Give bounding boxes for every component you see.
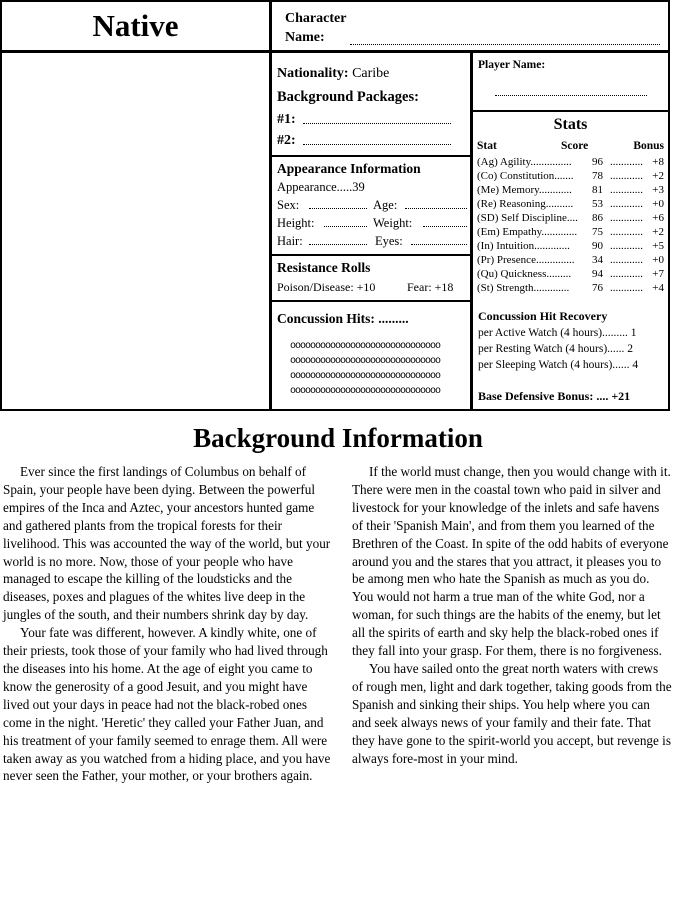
- stats-title: Stats: [553, 116, 588, 133]
- stat-name: (Em) Empathy.............: [477, 226, 578, 238]
- age-field[interactable]: [405, 208, 467, 209]
- divider: [272, 300, 470, 302]
- background-right-column: [352, 463, 672, 767]
- stat-row: [477, 254, 664, 268]
- background-paragraph: If the world must change, then you would change with it. There were men in the coastal town who paid in silver and livestock for your knowledge of the inlets and safe havens of their 'Spanish Main', and from them you learned of the Brethren of the Coast. In spite of the odd habits of everyone around you and the stares that you attract, it pleases you to be among men who hate the Spanish as much as you do. You would not harm a true man of the white God, nor a woman, for such things are the habits of the enemy, but let all the spirits of earth and sky help the black-robed ones if they fall into your grasp. For them, there is no forgiveness.: [352, 464, 671, 659]
- dot-leader: ............: [610, 282, 643, 294]
- recovery-resting: per Resting Watch (4 hours)...... 2: [478, 343, 634, 355]
- stat-name: (Qu) Quickness.........: [477, 268, 572, 280]
- info-column: [270, 51, 472, 411]
- divider: [473, 110, 668, 112]
- stat-name: (Pr) Presence..............: [477, 254, 575, 266]
- stat-name: (Co) Constitution.......: [477, 170, 574, 182]
- score-header: Score: [561, 140, 589, 152]
- stat-row: [477, 282, 664, 296]
- page-title: Native: [92, 8, 179, 43]
- stat-name: (St) Strength.............: [477, 282, 570, 294]
- character-label: Character: [285, 11, 347, 26]
- eyes-label: Eyes:: [375, 234, 403, 248]
- stat-score: 81: [592, 184, 603, 196]
- divider: [272, 254, 470, 256]
- height-label: Height:: [277, 216, 315, 230]
- character-name-field[interactable]: [350, 32, 660, 45]
- stat-score: 75: [592, 226, 603, 238]
- sex-field[interactable]: [309, 208, 367, 209]
- stat-bonus: +0: [652, 198, 664, 210]
- character-name-box: [270, 0, 670, 52]
- name-label: Name:: [285, 30, 325, 45]
- dot-leader: ............: [610, 170, 643, 182]
- nationality-label: Nationality:: [277, 66, 349, 81]
- stat-row: [477, 268, 664, 282]
- stat-bonus: +6: [652, 212, 664, 224]
- hair-field[interactable]: [309, 244, 367, 245]
- stat-row: [477, 156, 664, 170]
- stat-score: 86: [592, 212, 603, 224]
- stat-name: (In) Intuition.............: [477, 240, 570, 252]
- stat-score: 94: [592, 268, 603, 280]
- stat-row: [477, 226, 664, 240]
- stat-bonus: +0: [652, 254, 664, 266]
- nationality-value: Caribe: [352, 66, 390, 81]
- concussion-hits-title: Concussion Hits: .........: [277, 311, 409, 326]
- hit-boxes-row[interactable]: oooooooooooooooooooooooooooooo: [290, 341, 441, 352]
- portrait-area: [0, 51, 271, 411]
- player-name-field[interactable]: [495, 95, 647, 96]
- package-2-label: #2:: [277, 133, 296, 148]
- stat-bonus: +4: [652, 282, 664, 294]
- hit-boxes-row[interactable]: oooooooooooooooooooooooooooooo: [290, 356, 441, 367]
- stat-row: [477, 198, 664, 212]
- background-paragraph: Ever since the first landings of Columbus on behalf of Spain, your people have been dying. Between the powerful empires of the Inca and Aztec, your ancestors hunted game and gathered plants from the tropical forests for their livelihood. This was accounted the way of the world, but your world is no more. Now, those of your people who have managed to escape the killing of the loudsticks and the diseases, poxes and plagues of the whites live deep in the jungles of the south, and their numbers shrink day by day.: [3, 464, 331, 623]
- dot-leader: ............: [610, 212, 643, 224]
- stat-name: (Ag) Agility...............: [477, 156, 572, 168]
- stat-name: (SD) Self Discipline....: [477, 212, 578, 224]
- dot-leader: ............: [610, 268, 643, 280]
- stats-column: [471, 51, 670, 411]
- recovery-sleeping: per Sleeping Watch (4 hours)...... 4: [478, 359, 639, 371]
- stat-row: [477, 240, 664, 254]
- stat-score: 76: [592, 282, 603, 294]
- stat-bonus: +2: [652, 226, 664, 238]
- stat-bonus: +2: [652, 170, 664, 182]
- stat-bonus: +7: [652, 268, 664, 280]
- fear-value: Fear: +18: [407, 280, 454, 294]
- background-paragraph: Your fate was different, however. A kindly white, one of their priests, took those of your family who had lived through the diseases into his home. At the age of eight you came to know the generosity of a good Jesuit, and you might have lived out your days in peace had not the black-robed ones come in the night. 'Heretic' they called your Father Juan, and his treatment of your family seemed to enrage them. All were taken away as you watched from a hiding place, and you have never seen the Father, your mother, or your brothers again.: [3, 625, 331, 784]
- dot-leader: ............: [610, 198, 643, 210]
- stat-score: 53: [592, 198, 603, 210]
- dot-leader: ............: [610, 156, 643, 168]
- stat-score: 90: [592, 240, 603, 252]
- stat-bonus: +5: [652, 240, 664, 252]
- dot-leader: ............: [610, 254, 643, 266]
- appearance-title: Appearance Information: [277, 161, 421, 176]
- stat-row: [477, 212, 664, 226]
- background-heading: Background Information: [193, 423, 483, 453]
- stat-row: [477, 184, 664, 198]
- background-packages-label: Background Packages:: [277, 89, 419, 105]
- stat-score: 78: [592, 170, 603, 182]
- resistance-title: Resistance Rolls: [277, 260, 371, 275]
- stat-name: (Me) Memory............: [477, 184, 572, 196]
- title-box: [0, 0, 271, 52]
- recovery-active: per Active Watch (4 hours)......... 1: [478, 327, 637, 339]
- package-1-field[interactable]: [303, 123, 451, 124]
- player-name-label: Player Name:: [478, 59, 546, 71]
- age-label: Age:: [373, 198, 398, 212]
- stat-header: Stat: [477, 140, 497, 152]
- hair-label: Hair:: [277, 234, 303, 248]
- stat-score: 96: [592, 156, 603, 168]
- package-1-label: #1:: [277, 112, 296, 127]
- divider: [272, 155, 470, 157]
- background-paragraph: You have sailed onto the great north waters with crews of rough men, light and dark together, taking goods from the Spanish and sinking their ships. You help where you can and seek always news of your family and their fate. That they have gone to the spirit-world you accept, but revenge is always fore-most in your mind.: [352, 660, 672, 766]
- base-defensive-bonus: Base Defensive Bonus: .... +21: [478, 389, 631, 403]
- hit-boxes-row[interactable]: oooooooooooooooooooooooooooooo: [290, 386, 441, 397]
- stat-row: [477, 170, 664, 184]
- dot-leader: ............: [610, 240, 643, 252]
- stat-score: 34: [592, 254, 603, 266]
- weight-field[interactable]: [423, 226, 467, 227]
- height-field[interactable]: [324, 226, 367, 227]
- dot-leader: ............: [610, 184, 643, 196]
- stat-name: (Re) Reasoning..........: [477, 198, 574, 210]
- appearance-value: Appearance.....39: [277, 180, 365, 194]
- sex-label: Sex:: [277, 198, 300, 212]
- stat-bonus: +8: [652, 156, 664, 168]
- dot-leader: ............: [610, 226, 643, 238]
- stat-bonus: +3: [652, 184, 664, 196]
- eyes-field[interactable]: [411, 244, 467, 245]
- hit-boxes-row[interactable]: oooooooooooooooooooooooooooooo: [290, 371, 441, 382]
- background-left-column: [3, 463, 335, 785]
- poison-disease-value: Poison/Disease: +10: [277, 280, 376, 294]
- recovery-title: Concussion Hit Recovery: [478, 309, 608, 323]
- weight-label: Weight:: [373, 216, 413, 230]
- bonus-header: Bonus: [633, 140, 664, 152]
- package-2-field[interactable]: [303, 144, 451, 145]
